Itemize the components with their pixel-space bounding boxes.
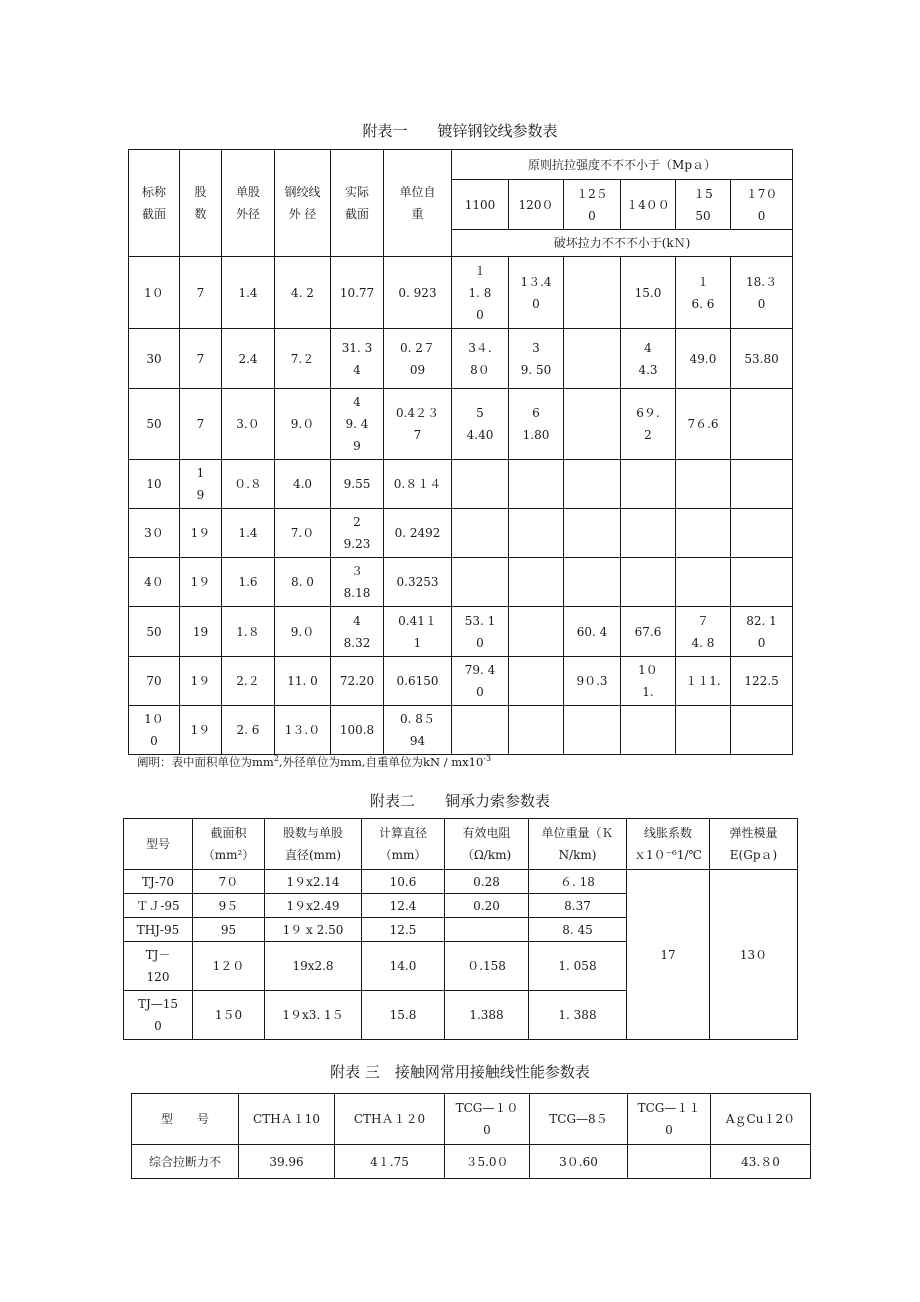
table-cell: 9５ <box>193 894 265 918</box>
breaking-force: 4１.75 <box>335 1145 445 1179</box>
table-cell <box>509 706 564 755</box>
table-cell: 4 9. 4 9 <box>331 389 384 460</box>
table-cell: 1９x2.49 <box>265 894 362 918</box>
table-cell: THJ-95 <box>124 918 193 942</box>
table-cell: 1.８ <box>222 607 275 657</box>
table-cell <box>621 558 676 607</box>
table-cell: TJ-70 <box>124 870 193 894</box>
table-cell: 1９x3. 1５ <box>265 991 362 1040</box>
table-cell: 7 <box>180 389 222 460</box>
table3-header-row <box>132 1094 811 1145</box>
table-cell: 1.4 <box>222 509 275 558</box>
table-cell: 30 <box>129 329 180 389</box>
table-cell: 95 <box>193 918 265 942</box>
table-cell: 53.80 <box>731 329 793 389</box>
table-cell: 1９ <box>180 706 222 755</box>
table-cell: 4 8.32 <box>331 607 384 657</box>
header-unit-weight: 单位重量（Ｋ N/km) <box>529 819 627 870</box>
strength-grade: １4００ <box>621 180 676 230</box>
model-name: TCG—１１ 0 <box>628 1094 711 1145</box>
table-cell: 7 <box>180 257 222 329</box>
header-wire-diameter: 钢绞线 外 径 <box>275 150 331 257</box>
table-row <box>129 257 793 329</box>
strength-grade: 1100 <box>452 180 509 230</box>
table-cell <box>564 389 621 460</box>
table-cell: 0.41１ 1 <box>384 607 452 657</box>
row-label: 综合拉断力不 <box>132 1145 239 1179</box>
table-cell: 70 <box>129 657 180 706</box>
table-cell <box>509 460 564 509</box>
note-superscript: 2 <box>273 754 279 764</box>
table-cell <box>564 706 621 755</box>
table-cell <box>564 329 621 389</box>
table-cell <box>676 509 731 558</box>
table-row <box>124 870 798 894</box>
table-cell <box>452 509 509 558</box>
table-cell: 15.0 <box>621 257 676 329</box>
table-cell <box>564 460 621 509</box>
table-cell: 1９ <box>180 558 222 607</box>
table-row <box>129 509 793 558</box>
table-cell: 67.6 <box>621 607 676 657</box>
table-cell: 1９x2.14 <box>265 870 362 894</box>
model-name: TCG—8５ <box>530 1094 628 1145</box>
table-cell: 0. 2492 <box>384 509 452 558</box>
table-cell: 3０ <box>129 509 180 558</box>
table2-body <box>124 870 798 1040</box>
table-row <box>129 558 793 607</box>
note-text: ,外径单位为mm,自重单位为kN / mx10 <box>278 755 484 769</box>
header-actual-section: 实际 截面 <box>331 150 384 257</box>
table-cell: 1.388 <box>445 991 529 1040</box>
header-nominal-section: 标称 截面 <box>129 150 180 257</box>
table-cell: 1. 388 <box>529 991 627 1040</box>
table-cell: 4.0 <box>275 460 331 509</box>
breaking-force: 3０.60 <box>530 1145 628 1179</box>
table-cell: 0. 2７ 09 <box>384 329 452 389</box>
table-cell: TJ—15 0 <box>124 991 193 1040</box>
table-cell: 0.８１４ <box>384 460 452 509</box>
table-cell: 122.5 <box>731 657 793 706</box>
table-cell <box>509 558 564 607</box>
table-cell: 9０.3 <box>564 657 621 706</box>
table-cell: 8. 45 <box>529 918 627 942</box>
table3-data-row <box>132 1145 811 1179</box>
strength-grade: 120０ <box>509 180 564 230</box>
table-cell: 53. 1 0 <box>452 607 509 657</box>
table-cell: 60. 4 <box>564 607 621 657</box>
table-cell: 15.8 <box>362 991 445 1040</box>
table-cell: 1.4 <box>222 257 275 329</box>
table-cell: 1９ <box>180 509 222 558</box>
table-cell <box>564 558 621 607</box>
table-cell: 10.77 <box>331 257 384 329</box>
table-cell: 79. 4 0 <box>452 657 509 706</box>
table-cell: 3 9. 50 <box>509 329 564 389</box>
header-model: 型号 <box>124 819 193 870</box>
table-cell: 31. 3 4 <box>331 329 384 389</box>
header-tensile-strength: 原则抗拉强度不不不小于（Mpａ） <box>452 150 793 180</box>
table-cell: １ 1. 8 0 <box>452 257 509 329</box>
table-cell: ０.８ <box>222 460 275 509</box>
table-cell: ０.158 <box>445 942 529 991</box>
header-strand-diameter: 单股 外径 <box>222 150 275 257</box>
table-cell: 9.55 <box>331 460 384 509</box>
table-cell: 1０ 0 <box>129 706 180 755</box>
table-cell: 10 <box>129 460 180 509</box>
table-cell: 1０ <box>129 257 180 329</box>
table-cell: 0. 923 <box>384 257 452 329</box>
table-cell: 49.0 <box>676 329 731 389</box>
table-cell <box>676 558 731 607</box>
note-superscript: -3 <box>483 754 492 764</box>
table-row <box>129 657 793 706</box>
table-cell: 50 <box>129 389 180 460</box>
table-cell: 3.０ <box>222 389 275 460</box>
header-calc-diameter: 计算直径 （mm） <box>362 819 445 870</box>
table-cell: 7６.6 <box>676 389 731 460</box>
table-cell <box>452 460 509 509</box>
table-cell: 0.20 <box>445 894 529 918</box>
table-cell <box>509 509 564 558</box>
table-cell: １１1. <box>676 657 731 706</box>
header-unit-weight: 单位自 重 <box>384 150 452 257</box>
table-cell: 0.28 <box>445 870 529 894</box>
table-cell: 1５0 <box>193 991 265 1040</box>
table-cell: 2 9.23 <box>331 509 384 558</box>
note-text: 阐明：表中面积单位为mm <box>137 755 274 769</box>
expansion-coefficient-value: 17 <box>627 870 710 1040</box>
table-cell: 100.8 <box>331 706 384 755</box>
table1-note <box>137 754 491 770</box>
table1-title: 附表一 镀锌钢铰线参数表 <box>362 122 558 140</box>
elastic-modulus-value: 13０ <box>710 870 798 1040</box>
table-cell: 19 <box>180 607 222 657</box>
table-cell: 1３.4 0 <box>509 257 564 329</box>
table-cell: ７ 4. 8 <box>676 607 731 657</box>
table-cell <box>731 460 793 509</box>
table-cell: 9.０ <box>275 389 331 460</box>
table-cell: 0.4２３ 7 <box>384 389 452 460</box>
table3-title: 附表 三 接触网常用接触线性能参数表 <box>330 1063 590 1081</box>
table-cell: ６. 18 <box>529 870 627 894</box>
header-model: 型 号 <box>132 1094 239 1145</box>
table-cell: 2. 6 <box>222 706 275 755</box>
copper-messenger-wire-table <box>123 818 798 1040</box>
table-cell: 1０ 1. <box>621 657 676 706</box>
strength-grade: １2５ 0 <box>564 180 621 230</box>
header-expansion-coefficient: 线胀系数 ｘ1０⁻⁶1/℃ <box>627 819 710 870</box>
table-cell: 0. 8５ 94 <box>384 706 452 755</box>
table-cell: 4 4.3 <box>621 329 676 389</box>
table-cell: 12.4 <box>362 894 445 918</box>
table-cell <box>621 509 676 558</box>
table-cell: 1３.０ <box>275 706 331 755</box>
table-cell <box>445 918 529 942</box>
table-cell: 14.0 <box>362 942 445 991</box>
table-cell <box>731 558 793 607</box>
table-row <box>129 329 793 389</box>
strength-grade: １7０ 0 <box>731 180 793 230</box>
header-strand-count: 股数与单股 直径(mm) <box>265 819 362 870</box>
header-strands: 股 数 <box>180 150 222 257</box>
table-cell: 2.4 <box>222 329 275 389</box>
table-cell: 2.２ <box>222 657 275 706</box>
table-cell: 1９ <box>180 657 222 706</box>
table-cell <box>731 706 793 755</box>
table-cell <box>676 706 731 755</box>
table-cell: 1２０ <box>193 942 265 991</box>
table-row <box>129 460 793 509</box>
table-cell: 50 <box>129 607 180 657</box>
table-cell: 72.20 <box>331 657 384 706</box>
model-name: AｇCu１2０ <box>711 1094 811 1145</box>
breaking-force: 39.96 <box>239 1145 335 1179</box>
table-cell <box>452 706 509 755</box>
table-cell: 7.２ <box>275 329 331 389</box>
table-cell <box>452 558 509 607</box>
table-cell: 4０ <box>129 558 180 607</box>
table-cell <box>564 257 621 329</box>
table-cell: 4. 2 <box>275 257 331 329</box>
table-row <box>129 706 793 755</box>
table-cell: 10.6 <box>362 870 445 894</box>
header-elastic-modulus: 弹性模量 E(Gpａ) <box>710 819 798 870</box>
table-cell: 8. 0 <box>275 558 331 607</box>
table-cell: 3４. 8０ <box>452 329 509 389</box>
model-name: TCG—１０ 0 <box>445 1094 530 1145</box>
table2-title: 附表二 铜承力索参数表 <box>369 792 550 810</box>
table-cell: 18.３ 0 <box>731 257 793 329</box>
table-cell <box>509 657 564 706</box>
table-cell: 1.6 <box>222 558 275 607</box>
table-cell: 19x2.8 <box>265 942 362 991</box>
model-name: CTHＡ１２0 <box>335 1094 445 1145</box>
table-cell: 11. 0 <box>275 657 331 706</box>
table-cell: ３ 8.18 <box>331 558 384 607</box>
table-cell: 1 9 <box>180 460 222 509</box>
table-cell: TJ－ 120 <box>124 942 193 991</box>
table-row <box>129 607 793 657</box>
breaking-force: 43.８0 <box>711 1145 811 1179</box>
breaking-force <box>628 1145 711 1179</box>
header-break-force: 破坏拉力不不不小于(kＮ) <box>452 230 793 257</box>
model-name: CTHＡ１10 <box>239 1094 335 1145</box>
strength-grade: １5 50 <box>676 180 731 230</box>
table-cell: 8.37 <box>529 894 627 918</box>
table-cell: 6 1.80 <box>509 389 564 460</box>
table-cell <box>564 509 621 558</box>
table-cell <box>676 460 731 509</box>
header-resistance: 有效电阻 （Ω/km) <box>445 819 529 870</box>
table-cell: 7０ <box>193 870 265 894</box>
table-cell: 9.０ <box>275 607 331 657</box>
contact-wire-table <box>131 1093 811 1179</box>
table1-body <box>129 257 793 755</box>
table-cell <box>621 706 676 755</box>
table-cell: 0.6150 <box>384 657 452 706</box>
table-cell: ＴＪ-95 <box>124 894 193 918</box>
breaking-force: ３5.0０ <box>445 1145 530 1179</box>
table-cell <box>731 509 793 558</box>
header-section-area: 截面积 （mm²） <box>193 819 265 870</box>
table-cell: 5 4.40 <box>452 389 509 460</box>
table-cell: 0.3253 <box>384 558 452 607</box>
galvanized-steel-strand-table <box>128 149 793 755</box>
table-cell: 82. 1 0 <box>731 607 793 657</box>
table-cell: 7.０ <box>275 509 331 558</box>
table-cell: 1９ x 2.50 <box>265 918 362 942</box>
table-cell: 7 <box>180 329 222 389</box>
table-cell: 1. 058 <box>529 942 627 991</box>
table-cell <box>731 389 793 460</box>
table-row <box>129 389 793 460</box>
table-cell: 12.5 <box>362 918 445 942</box>
table-cell: 6９. 2 <box>621 389 676 460</box>
table-cell <box>509 607 564 657</box>
table-cell <box>621 460 676 509</box>
table-cell: １ 6. 6 <box>676 257 731 329</box>
